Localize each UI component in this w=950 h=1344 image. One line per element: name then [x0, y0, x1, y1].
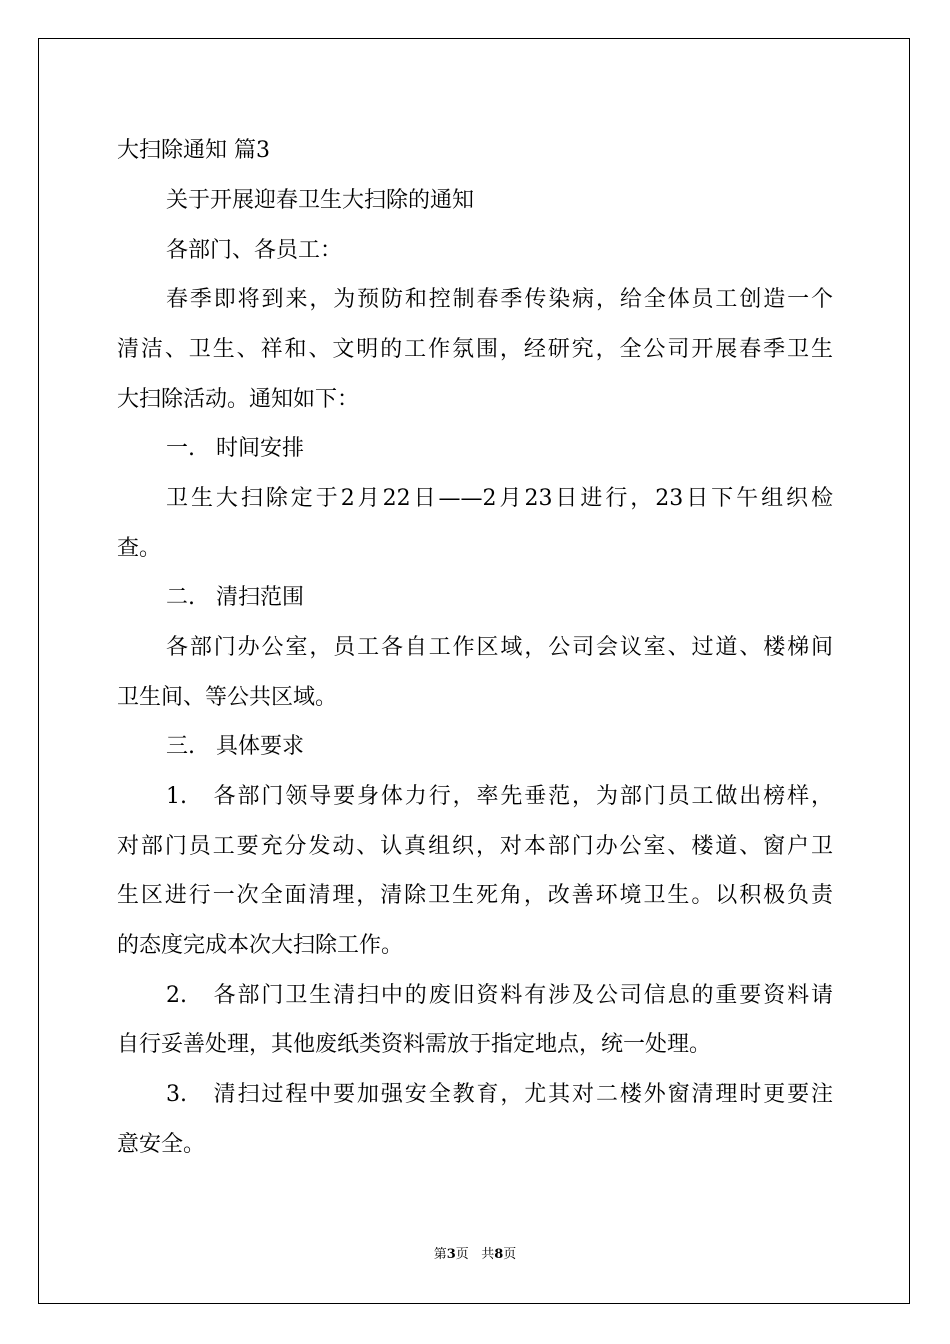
section-3-title: 三. 具体要求	[166, 734, 304, 759]
section-1-title: 一. 时间安排	[166, 436, 304, 461]
intro-line-1: 春季即将到来，为预防和控制春季传染病，给全体员工创造一个	[166, 287, 833, 312]
section-2-line-2: 卫生间、等公共区域。	[117, 685, 338, 710]
intro-line-3: 大扫除活动。通知如下：	[117, 387, 360, 412]
requirement-3-line-2: 意安全。	[117, 1132, 206, 1157]
salutation: 各部门、各员工：	[166, 238, 343, 263]
requirement-1-line-2: 对部门员工要充分发动、认真组织，对本部门办公室、楼道、窗户卫	[117, 834, 833, 859]
document-heading: 大扫除通知 篇3	[117, 138, 270, 163]
requirement-1-line-1: 1. 各部门领导要身体力行，率先垂范，为部门员工做出榜样，	[166, 784, 833, 809]
section-2-line-1: 各部门办公室，员工各自工作区域，公司会议室、过道、楼梯间	[166, 635, 833, 660]
footer-prefix: 第	[433, 1247, 447, 1262]
section-2-title: 二. 清扫范围	[166, 585, 304, 610]
section-1-line-1: 卫生大扫除定于2月22日——2月23日进行，23日下午组织检	[166, 486, 833, 511]
footer-total-pages: 8	[494, 1247, 504, 1262]
intro-line-2: 清洁、卫生、祥和、文明的工作氛围，经研究，全公司开展春季卫生	[117, 337, 833, 362]
requirement-2-line-1: 2. 各部门卫生清扫中的废旧资料有涉及公司信息的重要资料请	[166, 983, 833, 1008]
page-border	[38, 38, 910, 1304]
footer-suffix: 页	[503, 1247, 517, 1262]
page-footer	[0, 1248, 950, 1261]
notice-title: 关于开展迎春卫生大扫除的通知	[166, 188, 475, 213]
requirement-1-line-4: 的态度完成本次大扫除工作。	[117, 933, 404, 958]
requirement-2-line-2: 自行妥善处理，其他废纸类资料需放于指定地点，统一处理。	[117, 1032, 712, 1057]
requirement-1-line-3: 生区进行一次全面清理，清除卫生死角，改善环境卫生。以积极负责	[117, 883, 833, 908]
requirement-3-line-1: 3. 清扫过程中要加强安全教育，尤其对二楼外窗清理时更要注	[166, 1082, 833, 1107]
footer-mid: 页 共	[455, 1247, 495, 1262]
footer-current-page: 3	[446, 1247, 456, 1262]
section-1-line-2: 查。	[117, 536, 162, 561]
